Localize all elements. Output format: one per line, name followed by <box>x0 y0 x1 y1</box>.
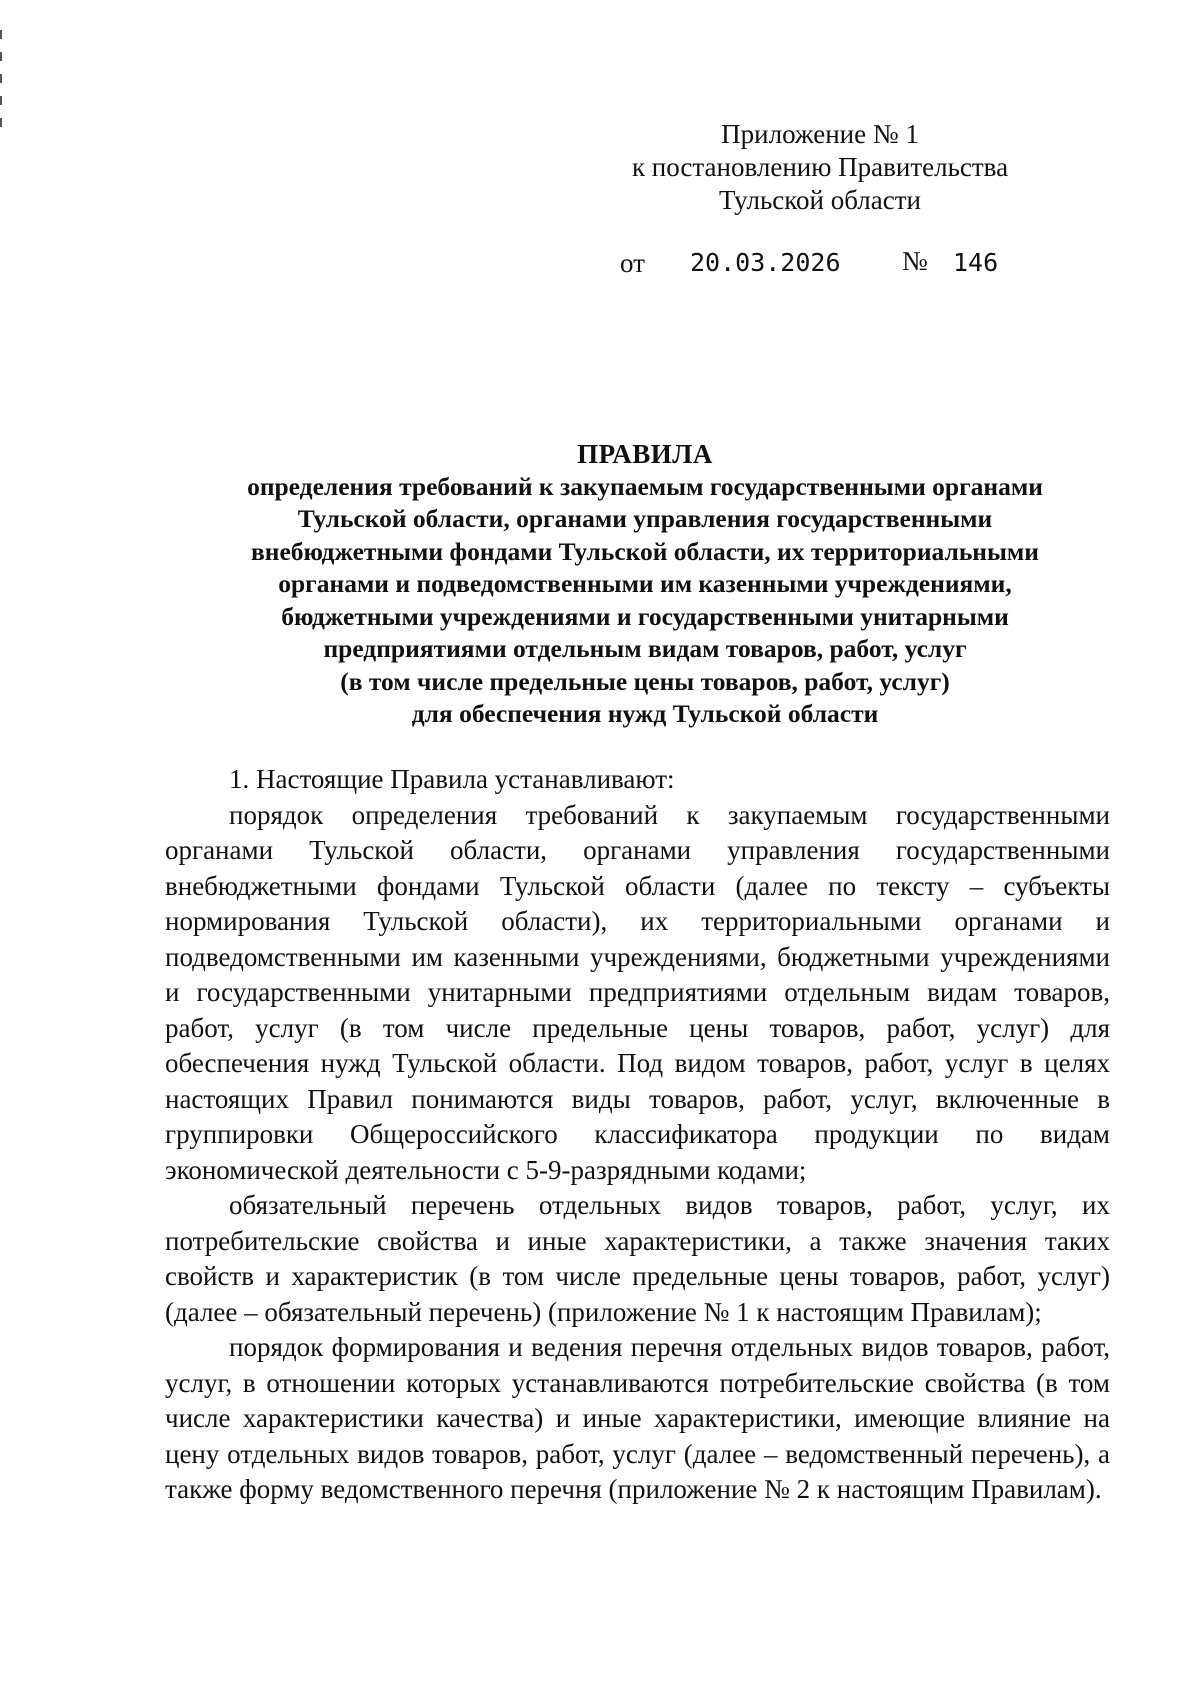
paragraph: обязательный перечень отдельных видов товаров, работ, услуг, их потребительские свойства и иные характеристики, а также значения таких свойств и характеристик (в том числе предельные цены товаров, работ, услуг) (далее – обязательный перечень) (приложение № 1 к настоящим Правилам); <box>165 1190 1110 1327</box>
title-line: предприятиями отдельным видам товаров, работ, услуг <box>323 634 967 663</box>
title-line: определения требований к закупаемым государственными органами <box>247 471 1043 501</box>
title-line: органами и подведомственными им казенными учреждениями, <box>278 569 1012 598</box>
document-body <box>165 762 1110 1508</box>
title-line: (в том числе предельные цены товаров, работ, услуг) <box>340 666 950 696</box>
title-line: бюджетными учреждениями и государственными унитарными <box>281 601 1009 631</box>
paragraph: порядок определения требований к закупаемым государственными органами Тульской области, органами управления государственными внебюджетными фондами Тульской области (далее по тексту – субъекты нормирования Тульской области), их территориальными органами и подведомственными им казенными учреждениями, бюджетными учреждениями и государственными унитарными предприятиями отдельным видам товаров, работ, услуг (в том числе предельные цены товаров, работ, услуг) для обеспечения нужд Тульской области. Под видом товаров, работ, услуг в целях настоящих Правил понимаются виды товаров, работ, услуг, включенные в группировки Общероссийского классификатора продукции по видам экономической деятельности с 5-9-разрядными кодами; <box>165 799 1110 1185</box>
appendix-header <box>610 118 1030 217</box>
binding-marks <box>0 30 4 150</box>
decree-date: 20.03.2026 <box>690 248 841 277</box>
title-line: для обеспечения нужд Тульской области <box>411 699 879 728</box>
title-line: внебюджетными фондами Тульской области, их территориальными <box>251 536 1039 566</box>
number-sign: № <box>902 246 928 276</box>
title-main: ПРАВИЛА <box>577 439 713 469</box>
appendix-line-1: Приложение № 1 <box>721 119 919 149</box>
document-title <box>160 438 1130 731</box>
decree-number: 146 <box>953 248 999 277</box>
appendix-line-3: Тульской области <box>719 185 921 215</box>
paragraph: 1. Настоящие Правила устанавливают: <box>229 764 675 794</box>
from-label: от <box>620 248 645 278</box>
title-line: Тульской области, органами управления государственными <box>297 504 993 533</box>
paragraph: порядок формирования и ведения перечня отдельных видов товаров, работ, услуг, в отношении которых устанавливаются потребительские свойства (в том числе характеристики качества) и иные характеристики, имеющие влияние на цену отдельных видов товаров, работ, услуг (далее – ведомственный перечень), а также форму ведомственного перечня (приложение № 2 к настоящим Правилам). <box>165 1332 1110 1504</box>
appendix-line-2: к постановлению Правительства <box>631 152 1009 182</box>
